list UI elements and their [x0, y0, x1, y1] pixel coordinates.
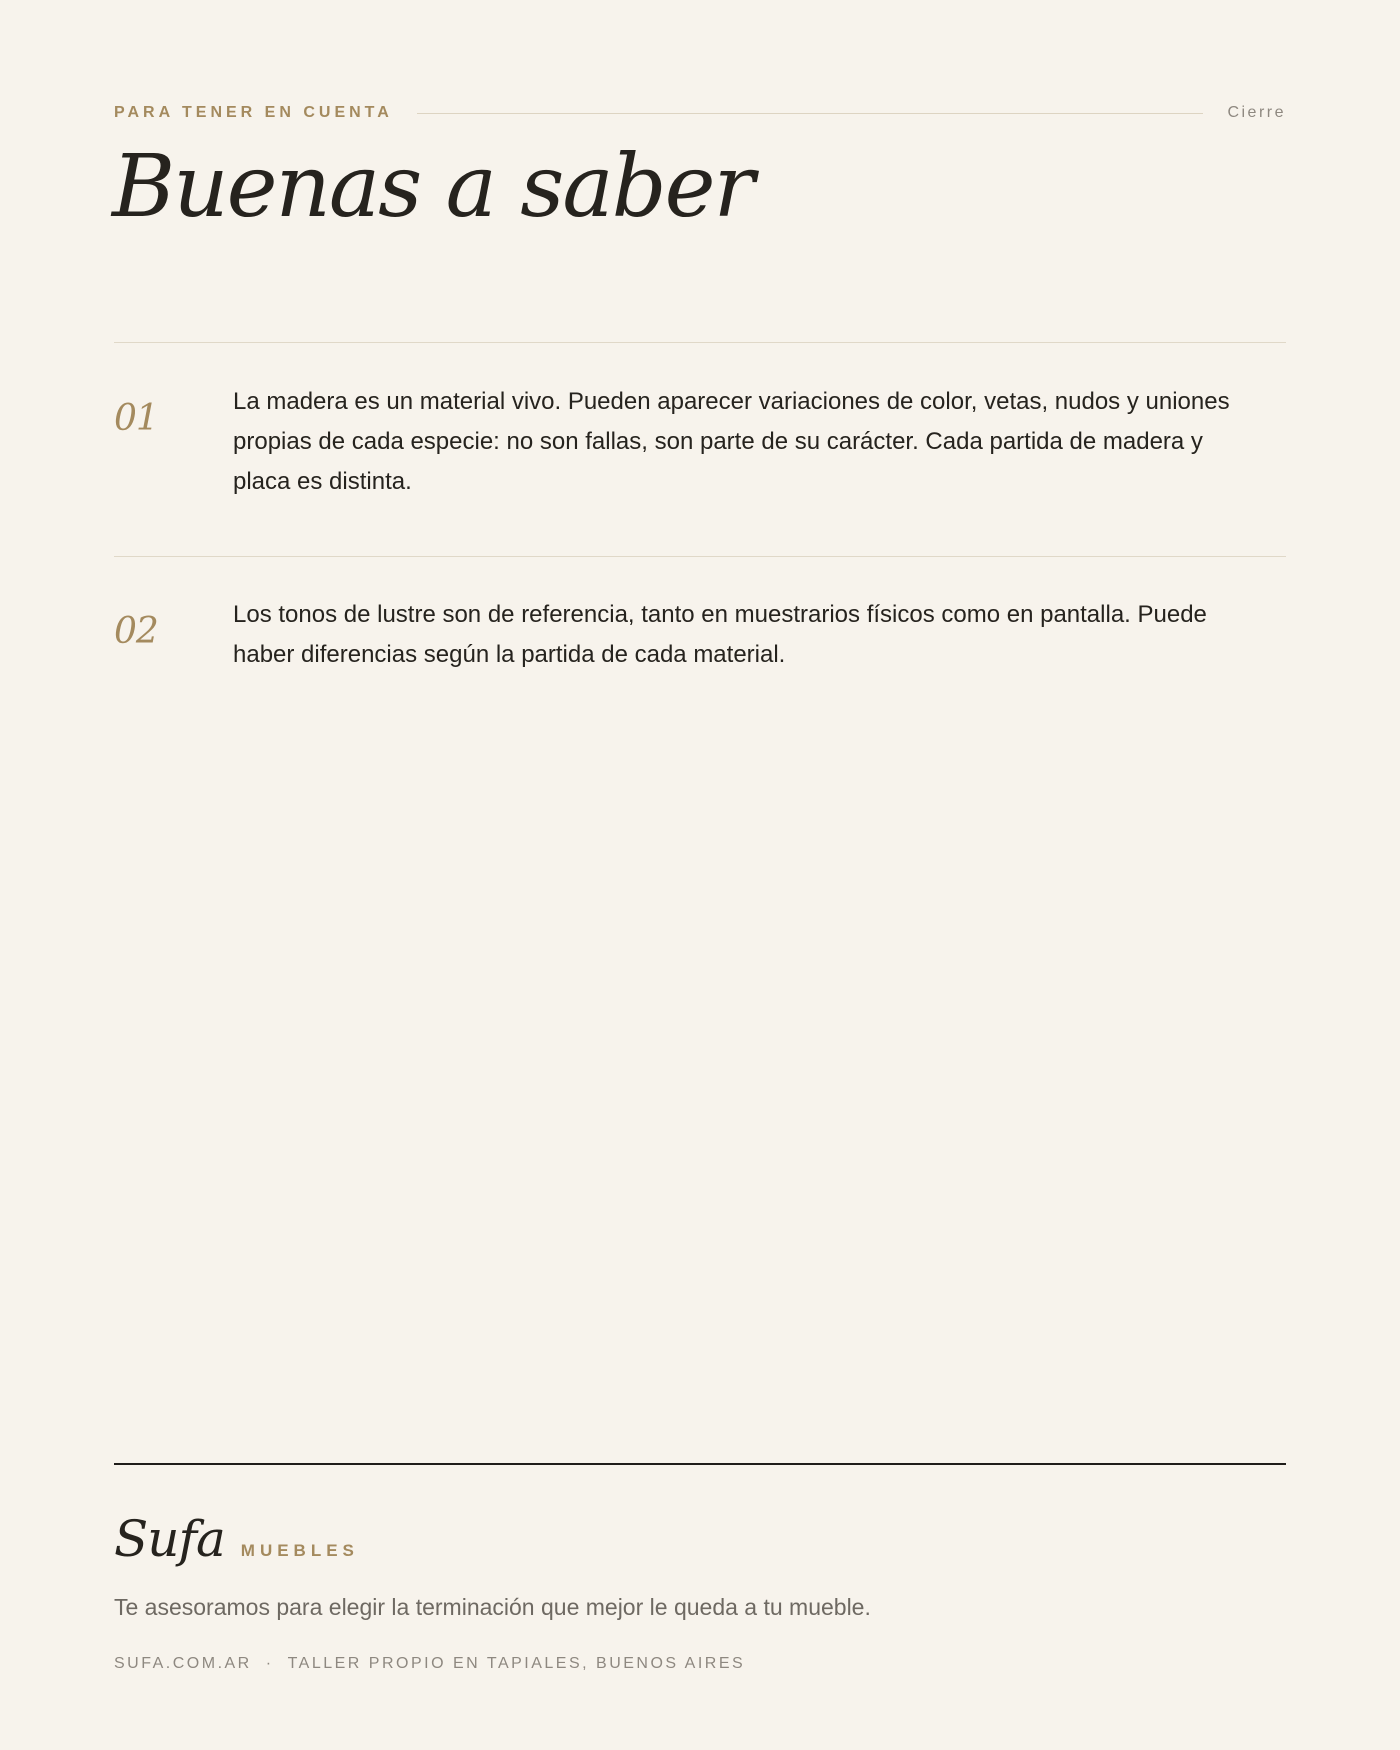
section-tag: Cierre — [1227, 104, 1286, 121]
brand-name: Sufa — [114, 1510, 225, 1568]
eyebrow-label: PARA TENER EN CUENTA — [114, 104, 393, 121]
note-text: Los tonos de lustre son de referencia, tanto en muestrarios físicos como en pantalla. Puede haber diferencias según la partida de cada material. — [233, 601, 1207, 668]
divider — [114, 556, 1286, 557]
location-text: TALLER PROPIO EN TAPIALES, BUENOS AIRES — [287, 1655, 746, 1672]
page — [114, 0, 1286, 1750]
header-row — [114, 104, 1286, 122]
divider — [114, 342, 1286, 343]
header-divider — [417, 113, 1204, 114]
note-number: 01 — [114, 398, 158, 439]
meta-separator: · — [265, 1655, 274, 1672]
page-title: Buenas a saber — [112, 137, 753, 237]
note-text: La madera es un material vivo. Pueden aparecer variaciones de color, vetas, nudos y uniones propias de cada especie: no son fallas, son parte de su carácter. Cada partida de madera y placa es distinta. — [233, 388, 1230, 495]
note-number: 02 — [114, 611, 158, 652]
brand — [114, 1510, 359, 1568]
footer-meta — [114, 1655, 745, 1673]
footer-divider — [114, 1463, 1286, 1465]
website-text: SUFA.COM.AR — [114, 1655, 252, 1672]
footer-tagline: Te asesoramos para elegir la terminación que mejor le queda a tu mueble. — [114, 1594, 871, 1620]
brand-subtitle: MUEBLES — [240, 1541, 359, 1560]
